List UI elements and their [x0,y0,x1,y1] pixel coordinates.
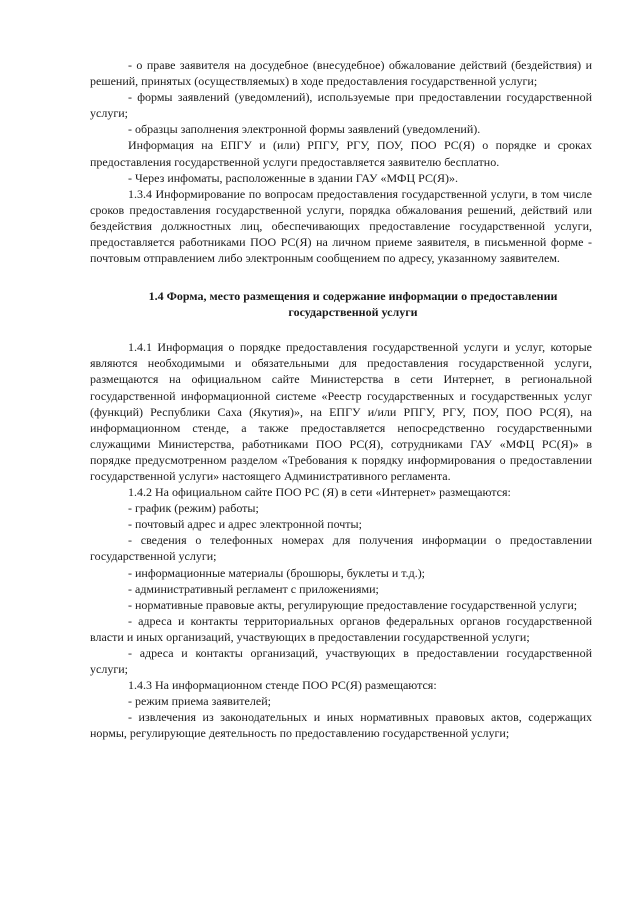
paragraph: - Через инфоматы, расположенные в здании ГАУ «МФЦ РС(Я)». [128,170,458,185]
list-item: - извлечения из законодательных и иных нормативных правовых актов, содержащих нормы, регулирующие деятельность по предоставлению государственной услуги; [90,710,592,741]
paragraph: 1.3.4 Информирование по вопросам предоставления государственной услуги, в том числе сроков предоставления государственной услуги, порядка обжалования решений, действий или бездействия должностных лиц, обеспечивающих предоставление государственной услуги, предоставляется работниками ПОО РС(Я) на личном приеме заявителя, в письменной форме - почтовым отправлением либо электронным сообщением по адресу, указанному заявителем. [90,186,592,266]
list-item: - сведения о телефонных номерах для получения информации о предоставлении государственной услуги; [90,533,592,564]
list-item: - нормативные правовые акты, регулирующие предоставление государственной услуги; [128,597,578,612]
paragraph: - о праве заявителя на досудебное (внесудебное) обжалование действий (бездействия) и решений, принятых (осуществляемых) в ходе предоставления государственной услуги; [90,58,592,89]
list-item: - почтовый адрес и адрес электронной почты; [128,517,362,532]
section-1-4-body [90,339,592,741]
list-item: - информационные материалы (брошюры, буклеты и т.д.); [128,565,426,580]
paragraph: - формы заявлений (уведомлений), используемые при предоставлении государственной услуги; [90,90,592,121]
list-item: - график (режим) работы; [128,501,259,516]
list-item: - административный регламент с приложениями; [128,581,379,596]
list-item: - адреса и контакты территориальных органов федеральных органов государственной власти и иных организаций, участвующих в предоставлении государственной услуги; [90,613,592,644]
section-1-3-continuation [90,57,592,266]
paragraph: 1.4.3 На информационном стенде ПОО РС(Я) размещаются: [128,678,437,693]
paragraph: 1.4.2 На официальном сайте ПОО РС (Я) в сети «Интернет» размещаются: [128,485,511,500]
paragraph: Информация на ЕПГУ и (или) РПГУ, РГУ, ПОУ, ПОО РС(Я) о порядке и сроках предоставления государственной услуги предоставляется заявителю бесплатно. [90,138,592,169]
section-heading-1-4: 1.4 Форма, место размещения и содержание информации о предоставлении государственной услуги [148,289,558,320]
list-item: - режим приема заявителей; [128,694,271,709]
paragraph: - образцы заполнения электронной формы заявлений (уведомлений). [128,122,481,137]
paragraph: 1.4.1 Информация о порядке предоставления государственной услуги и услуг, которые являются необходимыми и обязательными для предоставления государственной услуги, размещаются на официальном сайте Министерства в сети Интернет, в региональной государственной информационной системе «Реестр государственных и государственных услуг (функций) Республики Саха (Якутия)», на ЕПГУ и/или РПГУ, РГУ, ПОУ, ПОО РС(Я), на информационном стенде, а также предоставляется непосредственно государственными служащими Министерства, работниками ПОО РС(Я), сотрудниками ГАУ «МФЦ РС(Я)» в порядке предусмотренном разделом «Требования к порядку информирования о предоставлении государственной услуги» настоящего Административного регламента. [90,340,592,483]
list-item: - адреса и контакты организаций, участвующих в предоставлении государственной услуги; [90,646,592,677]
